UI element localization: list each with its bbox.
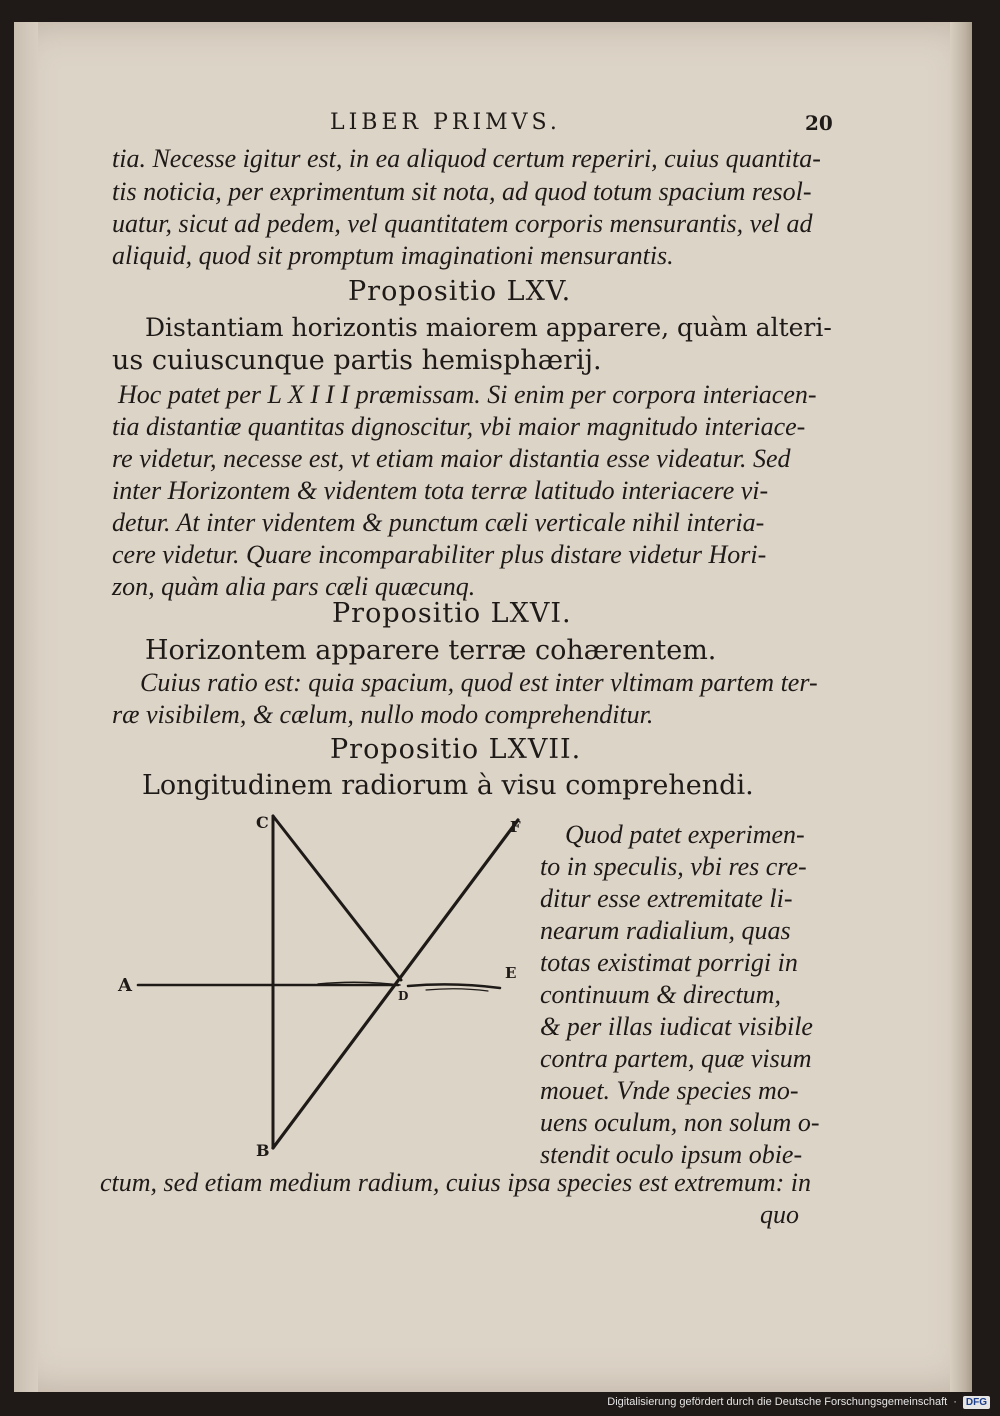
text-line: tis noticia, per exprimentum sit nota, ad quod totum spacium resol- (112, 177, 812, 206)
folio-number: 20 (805, 111, 833, 135)
proof-line: tia distantiæ quantitas dignoscitur, vbi maior magnitudo interiace- (112, 412, 806, 441)
credit-text: Digitalisierung gefördert durch die Deutsche Forschungsgemeinschaft (607, 1396, 948, 1408)
proof-line: ditur esse extremitate li- (540, 884, 793, 913)
facing-page-edge (14, 22, 38, 1392)
proof-line: inter Horizontem & videntem tota terræ latitudo interiacere vi- (112, 476, 769, 505)
proof-line: continuum & directum, (540, 980, 781, 1009)
proof-line: Quod patet experimen- (565, 820, 805, 849)
proof-line: zon, quàm alia pars cæli quæcunq. (112, 572, 476, 601)
line-de (408, 984, 500, 988)
proof-line: mouet. Vnde species mo- (540, 1076, 799, 1105)
proof-line: cere videtur. Quare incomparabiliter plus distare videtur Hori- (112, 540, 767, 569)
point-label-f: F (510, 818, 521, 836)
catchword: quo (760, 1200, 799, 1229)
enunciation-line: Longitudinem radiorum à visu comprehendi. (142, 770, 754, 801)
text-line: aliquid, quod sit promptum imaginationi mensurantis. (112, 241, 674, 270)
proof-line: detur. At inter videntem & punctum cæli verticale nihil interia- (112, 508, 765, 537)
proposition-heading: Propositio LXVI. (332, 598, 572, 629)
proof-line: totas existimat porrigi in (540, 948, 798, 977)
dfg-logo: DFG (963, 1396, 990, 1409)
proposition-heading: Propositio LXVII. (330, 734, 582, 765)
proof-line: to in speculis, vbi res cre- (540, 852, 807, 881)
point-label-b: B (256, 1141, 270, 1160)
page-fore-edge (950, 22, 972, 1392)
proposition-heading: Propositio LXV. (348, 276, 572, 307)
ray-stroke (426, 989, 488, 991)
digitization-credit: Digitalisierung gefördert durch die Deutsche Forschungsgemeinschaft · DFG (607, 1392, 990, 1412)
point-label-d: D (398, 989, 409, 1003)
proof-line: & per illas iudicat visibile (540, 1012, 813, 1041)
proof-line: ræ visibilem, & cælum, nullo modo comprehenditur. (112, 700, 654, 729)
proof-line: contra partem, quæ visum (540, 1044, 812, 1073)
proof-line: re videtur, necesse est, vt etiam maior distantia esse videatur. Sed (112, 444, 791, 473)
proof-line: uens oculum, non solum o- (540, 1108, 820, 1137)
enunciation-line: Distantiam horizontis maiorem apparere, quàm alteri- (145, 313, 832, 342)
text-line: tia. Necesse igitur est, in ea aliquod certum reperiri, cuius quantita- (112, 144, 821, 173)
proof-line: nearum radialium, quas (540, 916, 791, 945)
proof-line: Cuius ratio est: quia spacium, quod est inter vltimam partem ter- (140, 668, 818, 697)
enunciation-line: us cuiuscunque partis hemisphærij. (112, 345, 602, 376)
line-cd (273, 816, 401, 980)
point-label-a: A (118, 975, 132, 996)
text-line: uatur, sicut ad pedem, vel quantitatem corporis mensurantis, vel ad (112, 209, 813, 238)
enunciation-line: Horizontem apparere terræ cohærentem. (145, 635, 717, 666)
point-label-c: C (256, 813, 269, 832)
running-title: LIBER PRIMVS. (330, 110, 561, 135)
proof-line: ctum, sed etiam medium radium, cuius ipsa species est extremum: in (100, 1168, 812, 1197)
geometric-figure (108, 808, 538, 1168)
proof-line: stendit oculo ipsum obie- (540, 1140, 803, 1169)
proof-line: Hoc patet per L X I I I præmissam. Si enim per corpora interiacen- (118, 380, 817, 409)
point-label-e: E (505, 964, 517, 982)
